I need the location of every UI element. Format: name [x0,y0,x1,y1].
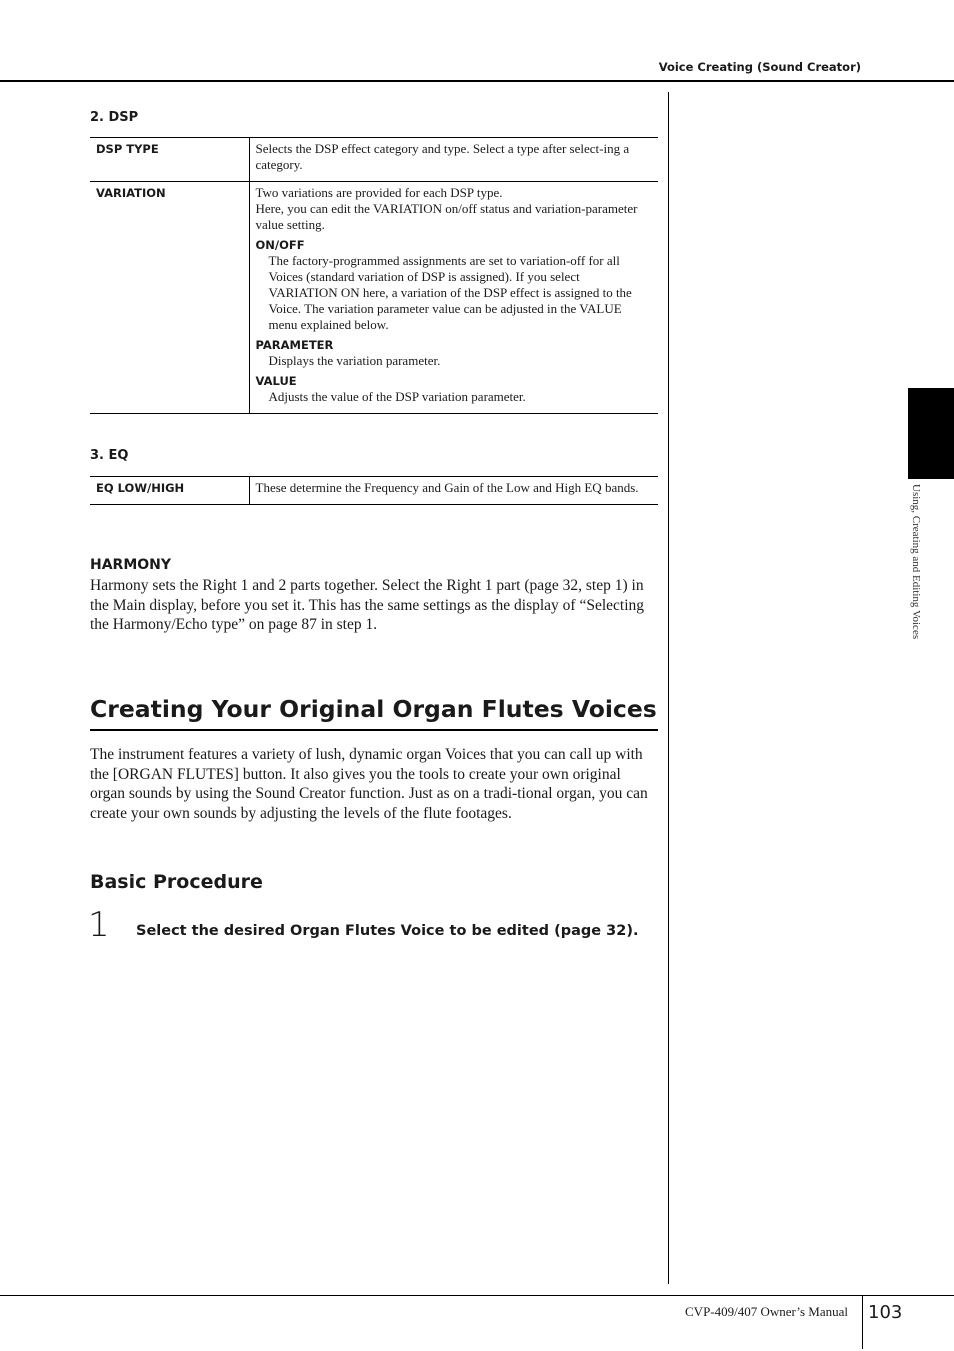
table-row [90,138,658,182]
variation-intro-2: Here, you can edit the VARIATION on/off status and variation-parameter value setting. [255,201,638,232]
step-number: 1 [88,905,110,945]
eq-heading: 3. EQ [90,448,129,463]
table-row [90,182,658,414]
parameter-label: PARAMETER [255,338,334,352]
footer-divider [862,1295,863,1349]
harmony-heading: HARMONY [90,557,172,573]
eq-table [90,476,658,505]
dsp-heading: 2. DSP [90,110,139,125]
param-desc [249,182,658,414]
parameter-text: Displays the variation parameter. [268,353,441,368]
onoff-text: The factory-programmed assignments are set to variation-off for all Voices (standard variation of DSP is assigned). If you select VARIATION ON here, a variation of the DSP effect is assigned to the Voice. The variation parameter value can be adjusted in the VALUE menu explained below. [268,253,632,332]
value-text: Adjusts the value of the DSP variation parameter. [268,389,526,404]
param-desc: These determine the Frequency and Gain of the Low and High EQ bands. [249,477,658,505]
procedure-title: Basic Procedure [90,871,263,893]
dsp-table [90,137,658,414]
page-number: 103 [868,1302,903,1323]
column-divider [668,92,669,1284]
variation-intro-1: Two variations are provided for each DSP type. [255,185,503,200]
param-desc: Selects the DSP effect category and type. Select a type after select-ing a category. [249,138,658,182]
param-key: DSP TYPE [90,138,249,182]
value-label: VALUE [255,374,297,388]
section-rule [90,729,658,731]
chapter-tab [908,388,954,479]
section-intro: The instrument features a variety of lush, dynamic organ Voices that you can call up with the [ORGAN FLUTES] button. It also gives you the tools to create your own original organ sounds by using the Sound Creator function. Just as on a tradi-tional organ, you can create your own sounds by adjusting the levels of the flute footages. [90,746,648,822]
header-rule [0,80,954,82]
harmony-body: Harmony sets the Right 1 and 2 parts together. Select the Right 1 part (page 32, step 1) in the Main display, before you set it. This has the same settings as the display of “Selecting the Harmony/Echo type” on page 87 in step 1. [90,577,645,633]
onoff-label: ON/OFF [255,238,305,252]
table-row [90,477,658,505]
running-header: Voice Creating (Sound Creator) [658,60,861,74]
section-title: Creating Your Original Organ Flutes Voices [90,695,657,723]
footer-rule [0,1295,954,1296]
step-text: Select the desired Organ Flutes Voice to be edited (page 32). [136,923,639,939]
manual-title: CVP-409/407 Owner’s Manual [685,1304,848,1319]
param-key: VARIATION [90,182,249,414]
chapter-tab-label: Using, Creating and Editing Voices [910,484,922,640]
param-key: EQ LOW/HIGH [90,477,249,505]
